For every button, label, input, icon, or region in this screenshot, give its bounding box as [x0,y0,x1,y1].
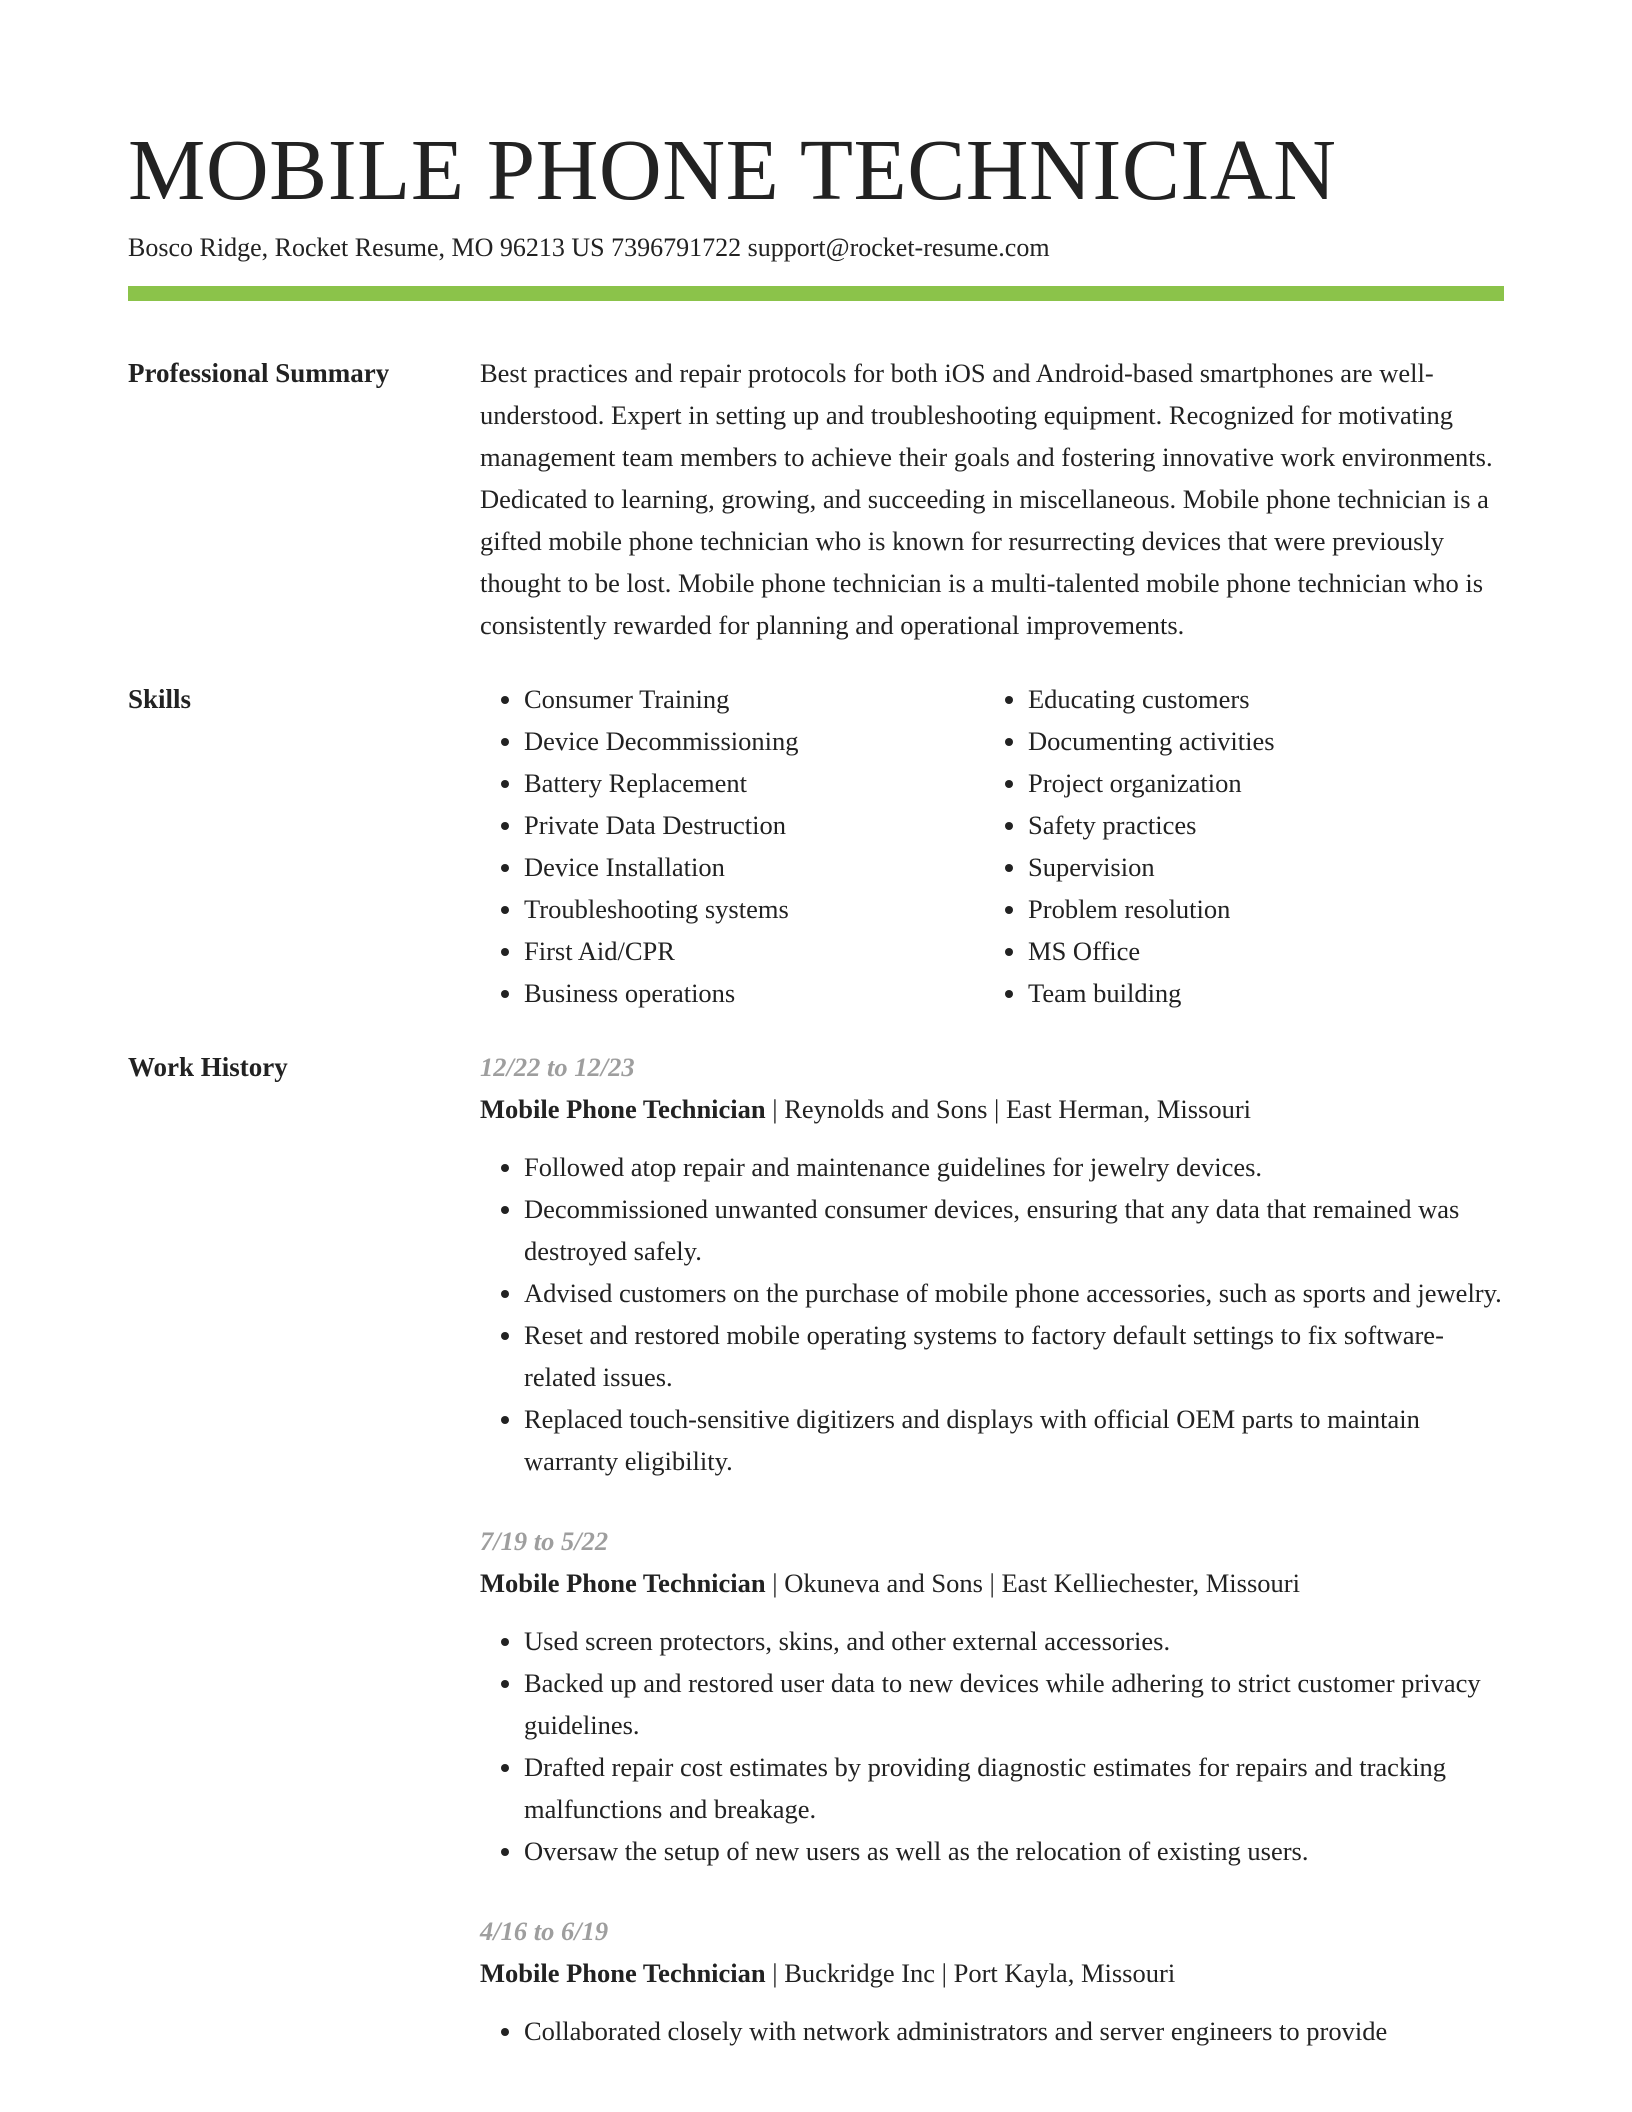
skill-item: • Device Decommissioning [524,720,984,762]
skill-item: • Device Installation [524,846,984,888]
job-employer-location: | Okuneva and Sons | East Kelliechester, Missouri [765,1568,1300,1598]
skill-item: • Private Data Destruction [524,804,984,846]
job-bullet: • Advised customers on the purchase of mobile phone accessories, such as sports and jewelry. [524,1272,1504,1314]
summary-body [480,352,1504,646]
job-bullet: • Replaced touch-sensitive digitizers and displays with official OEM parts to maintain warranty eligibility. [524,1398,1504,1482]
job-bullets [480,1146,1504,1482]
skill-item: • Educating customers [1028,678,1488,720]
skill-item: • Consumer Training [524,678,984,720]
job-bullet: • Collaborated closely with network administrators and server engineers to provide [524,2010,1504,2052]
skill-item: • MS Office [1028,930,1488,972]
job-dates: 12/22 to 12/23 [480,1052,635,1082]
job-title: Mobile Phone Technician [480,1958,766,1988]
skill-item: • Battery Replacement [524,762,984,804]
skill-item: • Troubleshooting systems [524,888,984,930]
skills-grid [480,678,1504,1014]
resume-page [128,0,1504,2090]
skill-item: • Team building [1028,972,1488,1014]
job-heading [480,1562,1504,1604]
job-heading [480,1952,1504,1994]
skills-section [128,678,1504,1014]
summary-text: Best practices and repair protocols for both iOS and Android-based smartphones are well-understood. Expert in setting up and troubleshooting equipment. Recognized for motivating management team members to achieve their goals and fostering innovative work environments. Dedicated to learning, growing, and succeeding in miscellaneous. Mobile phone technician is a gifted mobile phone technician who is known for resurrecting devices that were previously thought to be lost. Mobile phone technician is a multi-talented mobile phone technician who is consistently rewarded for planning and operational improvements. [480,358,1493,640]
job-entry [480,1520,1504,1872]
contact-line: Bosco Ridge, Rocket Resume, MO 96213 US 7396791722 support@rocket-resume.com [128,233,1050,262]
job-bullet: • Drafted repair cost estimates by providing diagnostic estimates for repairs and tracking malfunctions and breakage. [524,1746,1504,1830]
skill-item: • Project organization [1028,762,1488,804]
skills-list-left [480,678,984,1014]
job-bullet: • Reset and restored mobile operating systems to factory default settings to fix software-related issues. [524,1314,1504,1398]
job-entry [480,1046,1504,1482]
job-bullet: • Used screen protectors, skins, and other external accessories. [524,1620,1504,1662]
job-bullet: • Decommissioned unwanted consumer devices, ensuring that any data that remained was destroyed safely. [524,1188,1504,1272]
skill-item: • Business operations [524,972,984,1014]
skill-item: • Safety practices [1028,804,1488,846]
job-title: Mobile Phone Technician [480,1568,766,1598]
candidate-name: MOBILE PHONE TECHNICIAN [128,121,1337,218]
job-employer-location: | Reynolds and Sons | East Herman, Missouri [765,1094,1252,1124]
skill-item: • First Aid/CPR [524,930,984,972]
section-title-skills: Skills [128,684,192,714]
job-entry [480,1910,1504,2052]
job-dates: 4/16 to 6/19 [480,1916,609,1946]
job-bullet: • Followed atop repair and maintenance guidelines for jewelry devices. [524,1146,1504,1188]
accent-divider [128,286,1504,301]
job-bullets [480,2010,1504,2052]
job-bullet: • Backed up and restored user data to new devices while adhering to strict customer privacy guidelines. [524,1662,1504,1746]
skill-item: • Documenting activities [1028,720,1488,762]
work-history-section [128,1046,1504,2090]
section-title-summary: Professional Summary [128,358,390,388]
section-title-work: Work History [128,1052,288,1082]
job-employer-location: | Buckridge Inc | Port Kayla, Missouri [765,1958,1176,1988]
job-heading [480,1088,1504,1130]
job-bullet: • Oversaw the setup of new users as well as the relocation of existing users. [524,1830,1504,1872]
skills-list-right [984,678,1488,1014]
skill-item: • Supervision [1028,846,1488,888]
professional-summary-section [128,352,1504,646]
job-dates: 7/19 to 5/22 [480,1526,609,1556]
work-history-body [480,1046,1504,2090]
job-bullets [480,1620,1504,1872]
skill-item: • Problem resolution [1028,888,1488,930]
job-title: Mobile Phone Technician [480,1094,766,1124]
